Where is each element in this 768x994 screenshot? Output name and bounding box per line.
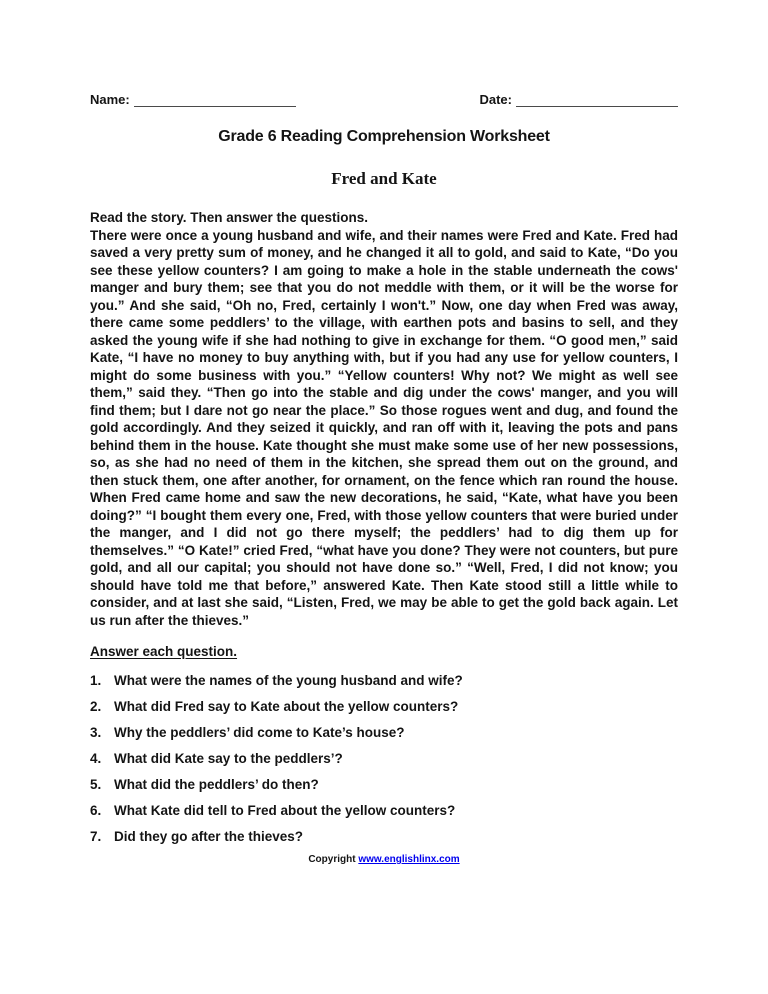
question-text: What did Fred say to Kate about the yellow counters? <box>114 699 459 714</box>
question-number: 2. <box>90 699 102 714</box>
instructions-text: Read the story. Then answer the questions. <box>90 210 369 225</box>
question-row-6 <box>90 802 678 820</box>
name-field-group <box>90 92 296 107</box>
page-title: Grade 6 Reading Comprehension Worksheet <box>218 128 550 145</box>
question-row-7 <box>90 828 678 846</box>
question-row-2 <box>90 698 678 716</box>
question-text: What did the peddlers’ do then? <box>114 777 319 792</box>
questions-heading: Answer each question. <box>90 644 238 659</box>
story-paragraph: There were once a young husband and wife, and their names were Fred and Kate. Fred had saved a very pretty sum of money, and he changed it all to gold, and said to Kate, “Do you see these yellow counters? I am going to make a hole in the stable underneath the cows' manger and bury them; see that you do not meddle with them, or it will be the worse for you.” And she said, “Oh no, Fred, certainly I won't.” Now, one day when Fred was away, there came some peddlers’ to the village, with earthen pots and basins to sell, and they asked the young wife if she had nothing to give in exchange for them. “O good men,” said Kate, “I have no money to buy anything with, but if you had any use for yellow counters, I might do some business with you.” “Yellow counters! Why not? We might as well see them,” said they. “Then go into the stable and dig under the cows' manger, and you will find them; but I dare not go near the place.” So those rogues went and dug, and found the gold accordingly. And they seized it quickly, and ran off with it, leaving the pots and pans behind them in the house. Kate thought she must make some use of her new possessions, so, as she had no need of them in the kitchen, she spread them out on the ground, and then stuck them, one after another, for ornament, on the fence which ran round the house. When Fred came home and saw the new decorations, he said, “Kate, what have you been doing?” “I bought them every one, Fred, with those yellow counters that were buried under the manger, and I did not go there myself; the peddlers’ had to dig them up for themselves.” “O Kate!” cried Fred, “what have you done? They were not counters, but pure gold, and all our capital; you should not have done so.” “Well, Fred, I did not know; you should have told me that before,” answered Kate. Then Kate stood still a little while to consider, and at last she said, “Listen, Fred, we may be able to get the gold back again. Let us run after the thieves.” <box>90 227 678 628</box>
copyright-label: Copyright <box>308 854 356 865</box>
question-row-5 <box>90 776 678 794</box>
question-list <box>90 672 678 846</box>
date-blank-line <box>516 92 678 107</box>
question-text: Why the peddlers’ did come to Kate’s house? <box>114 725 405 740</box>
question-number: 3. <box>90 725 102 740</box>
question-number: 5. <box>90 777 102 792</box>
englishlinx-link[interactable]: www.englishlinx.com <box>358 854 460 865</box>
question-text: What Kate did tell to Fred about the yellow counters? <box>114 803 456 818</box>
question-number: 1. <box>90 673 102 688</box>
header-row <box>90 92 678 107</box>
question-number: 6. <box>90 803 102 818</box>
question-number: 4. <box>90 751 102 766</box>
question-row-3 <box>90 724 678 742</box>
name-blank-line <box>134 92 296 107</box>
question-row-4 <box>90 750 678 768</box>
story-title: Fred and Kate <box>331 169 437 188</box>
question-number: 7. <box>90 829 102 844</box>
name-label: Name: <box>90 92 130 107</box>
date-field-group <box>479 92 678 107</box>
question-text: What did Kate say to the peddlers’? <box>114 751 343 766</box>
question-text: Did they go after the thieves? <box>114 829 304 844</box>
date-label: Date: <box>479 92 512 107</box>
question-row-1 <box>90 672 678 690</box>
footer <box>90 854 678 865</box>
question-text: What were the names of the young husband and wife? <box>114 673 463 688</box>
